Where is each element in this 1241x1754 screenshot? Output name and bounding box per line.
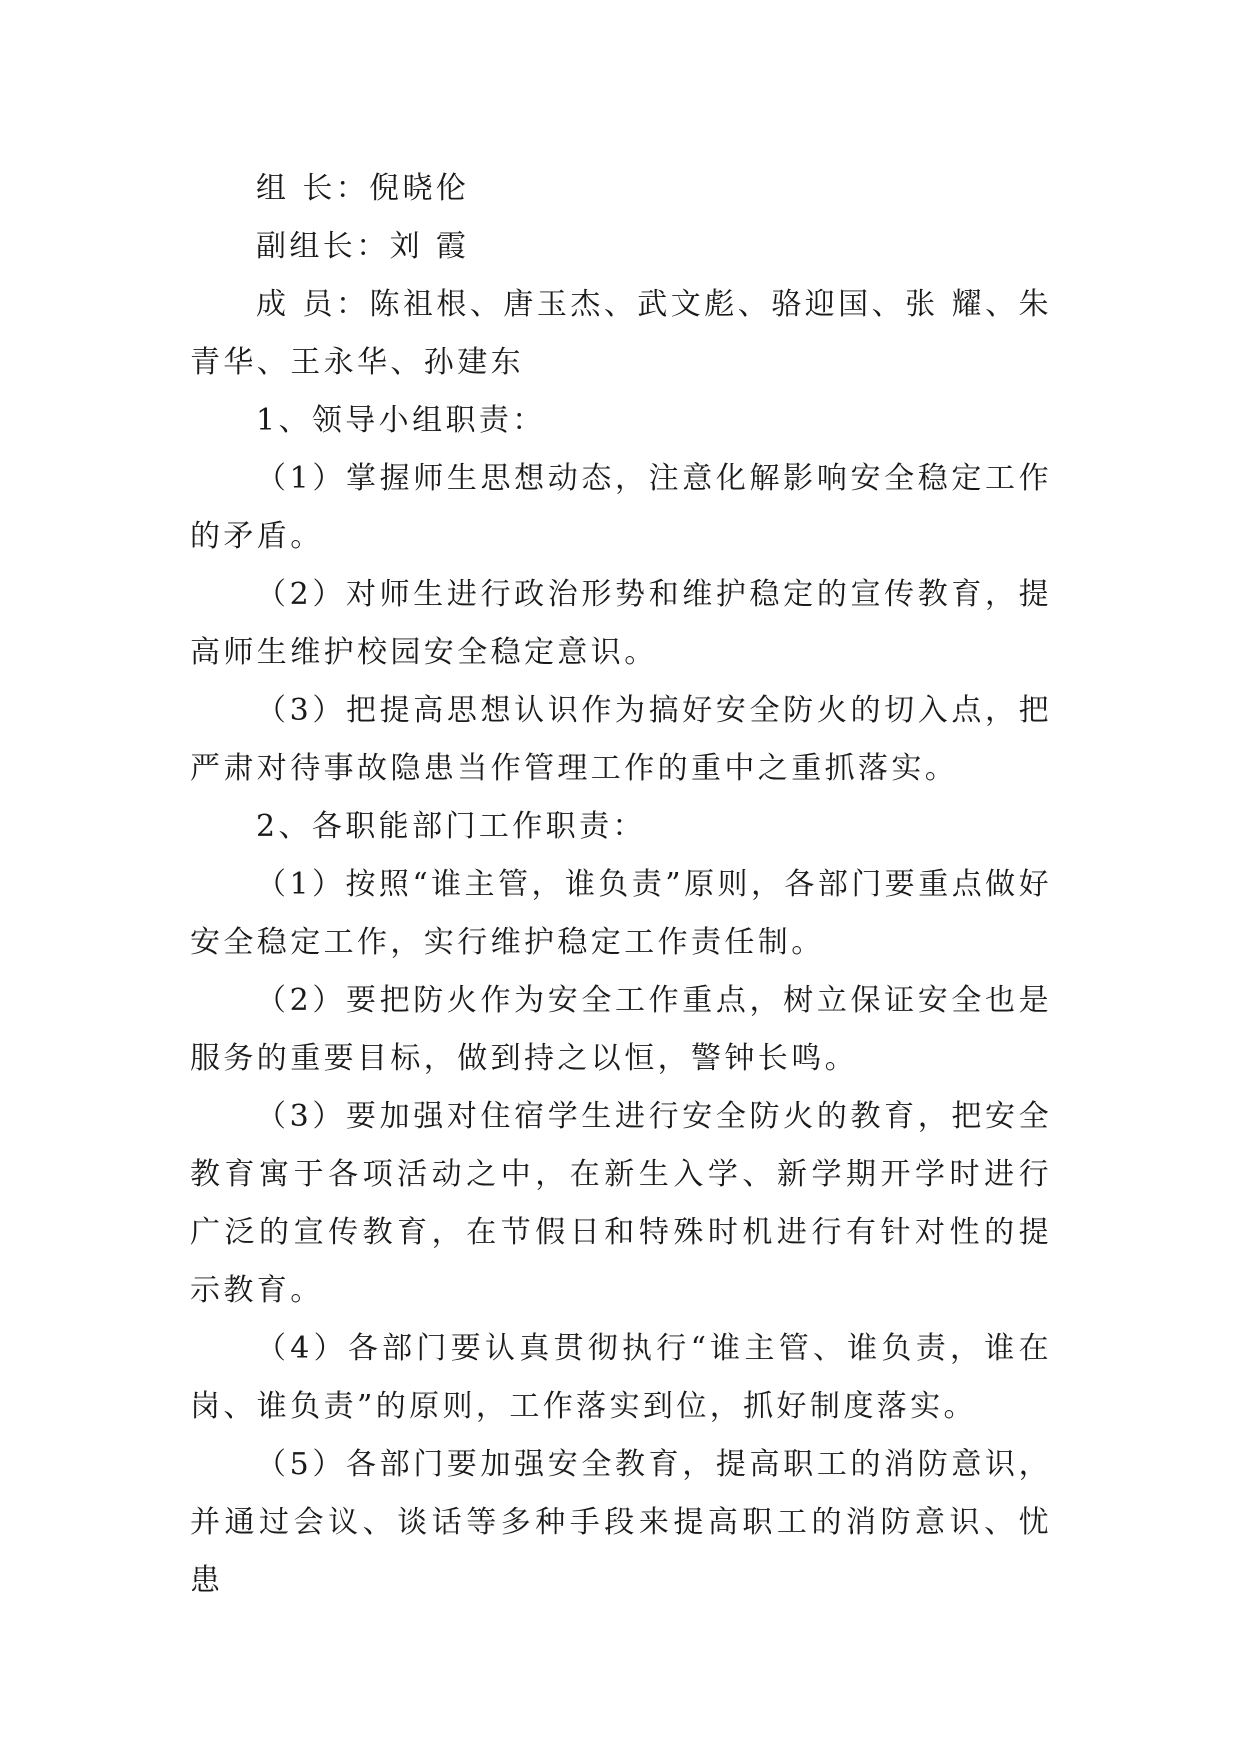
paragraph: （3）要加强对住宿学生进行安全防火的教育，把安全教育寓于各项活动之中，在新生入学、新学期开学时进行广泛的宣传教育，在节假日和特殊时机进行有针对性的提示教育。 — [190, 1099, 1052, 1308]
paragraph: （4）各部门要认真贯彻执行“谁主管、谁负责，谁在岗、谁负责”的原则，工作落实到位，抓好制度落实。 — [190, 1331, 1052, 1424]
paragraph: （1）按照“谁主管，谁负责”原则，各部门要重点做好安全稳定工作，实行维护稳定工作责任制。 — [190, 867, 1052, 960]
section-heading-leadership-duties: 1、领导小组职责： — [256, 403, 546, 438]
leader-line: 组 长：倪晓伦 — [256, 171, 470, 206]
paragraph: （2）要把防火作为安全工作重点，树立保证安全也是服务的重要目标，做到持之以恒，警钟长鸣。 — [190, 983, 1052, 1076]
members-line: 成 员：陈祖根、唐玉杰、武文彪、骆迎国、张 耀、朱青华、王永华、孙建东 — [190, 287, 1052, 380]
paragraph: （1）掌握师生思想动态，注意化解影响安全稳定工作的矛盾。 — [190, 461, 1052, 554]
document-body — [190, 160, 1052, 1610]
paragraph: （2）对师生进行政治形势和维护稳定的宣传教育，提高师生维护校园安全稳定意识。 — [190, 577, 1052, 670]
deputy-leader-line: 副组长：刘 霞 — [256, 229, 470, 264]
paragraph: （5）各部门要加强安全教育，提高职工的消防意识，并通过会议、谈话等多种手段来提高职工的消防意识、忧患 — [190, 1447, 1052, 1598]
paragraph: （3）把提高思想认识作为搞好安全防火的切入点，把严肃对待事故隐患当作管理工作的重中之重抓落实。 — [190, 693, 1052, 786]
section-heading-department-duties: 2、各职能部门工作职责： — [256, 809, 646, 844]
